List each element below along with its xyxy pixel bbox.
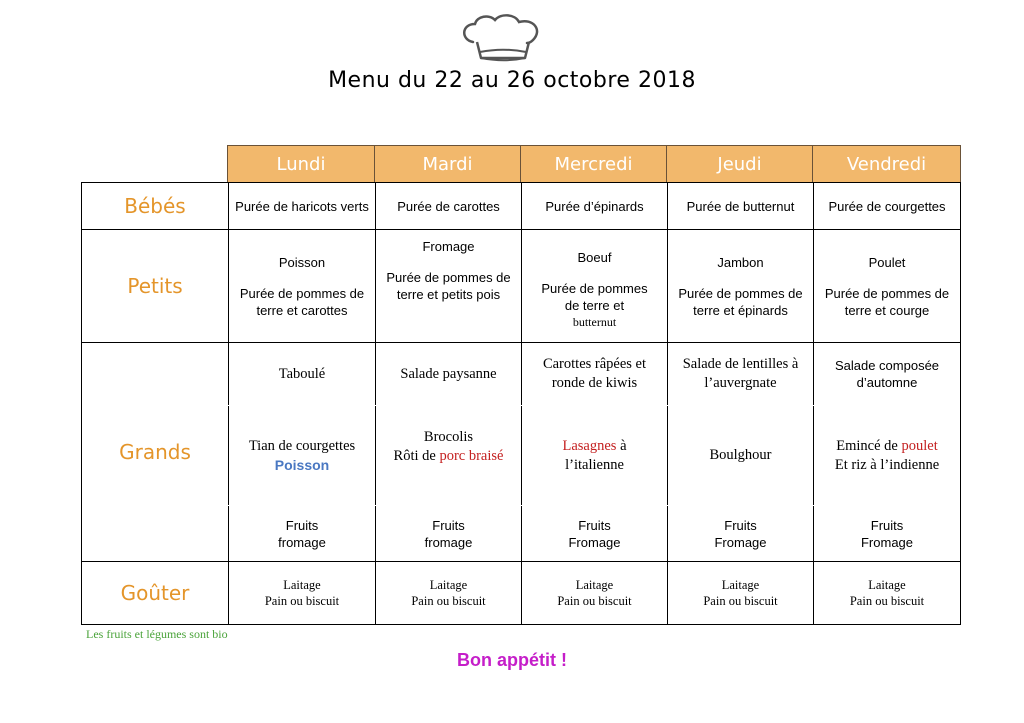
grands-entree-jeudi: Salade de lentilles à l’auvergnate (682, 356, 799, 391)
gouter-lundi (229, 562, 375, 624)
petits-mercredi (522, 230, 667, 342)
bebes-mercredi: Purée d’épinards (545, 198, 644, 214)
grands-dessert-mardi (376, 506, 521, 561)
petits-main: Fromage (422, 239, 475, 254)
dessert-line: fromage (424, 534, 473, 550)
grands-plat-mercredi (522, 406, 667, 505)
dessert-line: Fruits (870, 517, 904, 533)
gouter-line: Pain ou biscuit (557, 594, 632, 608)
grands-plat-jeudi (668, 406, 813, 505)
dessert-line: Fruits (285, 517, 319, 533)
day-header-lundi: Lundi (227, 145, 375, 183)
petits-main: Jambon (717, 254, 764, 270)
petits-side: Purée de pommes de terre et petits pois (386, 270, 511, 302)
plat-text: Emincé de (836, 437, 902, 454)
grands-dessert-lundi (229, 506, 375, 561)
petits-mardi (376, 230, 521, 342)
gouter-jeudi (668, 562, 813, 624)
petits-side-extra: butternut (572, 314, 617, 329)
plat-line-highlight: Poisson (274, 456, 330, 473)
plat-line: Tian de courgettes (248, 437, 356, 454)
bebes-jeudi: Purée de butternut (686, 198, 795, 214)
day-header-jeudi: Jeudi (666, 145, 813, 183)
dessert-line: Fromage (860, 534, 914, 550)
petits-vendredi (814, 230, 960, 342)
dessert-line: Fromage (714, 534, 767, 550)
dessert-line: Fruits (432, 517, 465, 533)
gouter-line: Laitage (868, 578, 906, 592)
petits-jeudi (668, 230, 813, 342)
closing-message: Bon appétit ! (457, 650, 567, 670)
petits-side: Purée de pommes de terre et (541, 280, 648, 313)
menu-table (81, 182, 961, 625)
dessert-line: fromage (278, 534, 326, 550)
row-label-bebes: Bébés (124, 194, 186, 218)
dessert-line: Fromage (568, 534, 621, 550)
grands-dessert-mercredi (522, 506, 667, 561)
bebes-mardi: Purée de carottes (397, 198, 500, 214)
grands-plat-lundi (229, 406, 375, 505)
grands-entree-mercredi: Carottes râpées et ronde de kiwis (542, 356, 647, 391)
petits-side: Purée de pommes de terre et épinards (678, 285, 803, 318)
day-header-mardi: Mardi (374, 145, 521, 183)
grands-plat-vendredi (814, 406, 960, 505)
gouter-line: Laitage (721, 578, 760, 592)
plat-text: Rôti de (393, 448, 440, 464)
plat-highlight: porc braisé (439, 448, 504, 464)
grands-entree-lundi: Taboulé (278, 365, 326, 382)
plat-line: Et riz à l’indienne (834, 456, 940, 473)
row-label-petits: Petits (127, 274, 183, 298)
gouter-line: Laitage (575, 578, 614, 592)
day-header-mercredi: Mercredi (520, 145, 667, 183)
plat-line: Boulghour (709, 447, 772, 463)
petits-main: Boeuf (577, 249, 612, 265)
plat-text: à (616, 437, 627, 454)
gouter-line: Pain ou biscuit (703, 594, 778, 608)
bebes-vendredi: Purée de courgettes (828, 198, 946, 214)
dessert-line: Fruits (724, 517, 757, 533)
petits-lundi (229, 230, 375, 342)
gouter-mardi (376, 562, 521, 624)
grands-dessert-jeudi (668, 506, 813, 561)
chef-hat-icon (459, 12, 543, 64)
petits-side: Purée de pommes de terre et courge (824, 285, 950, 318)
bebes-lundi: Purée de haricots verts (235, 198, 369, 214)
gouter-line: Pain ou biscuit (849, 594, 925, 608)
plat-highlight: Lasagnes (562, 437, 617, 454)
page-title: Menu du 22 au 26 octobre 2018 (328, 68, 696, 93)
petits-main: Poulet (868, 254, 906, 270)
gouter-line: Laitage (429, 578, 468, 592)
grands-entree-mardi: Salade paysanne (400, 365, 497, 382)
grands-plat-mardi (376, 406, 521, 505)
day-header-vendredi: Vendredi (812, 145, 961, 183)
petits-main: Poisson (278, 254, 326, 270)
gouter-vendredi (814, 562, 960, 624)
gouter-line: Pain ou biscuit (411, 594, 486, 608)
gouter-line: Laitage (283, 578, 321, 592)
plat-line: l’italienne (565, 456, 624, 473)
plat-highlight: poulet (901, 437, 938, 454)
organic-note: Les fruits et légumes sont bio (86, 627, 228, 641)
grands-dessert-vendredi (814, 506, 960, 561)
grands-entree-vendredi: Salade composée d’automne (834, 358, 940, 390)
row-label-gouter: Goûter (120, 581, 190, 605)
gouter-mercredi (522, 562, 667, 624)
petits-side: Purée de pommes de terre et carottes (239, 285, 365, 318)
dessert-line: Fruits (578, 517, 611, 533)
row-label-grands: Grands (119, 440, 191, 464)
gouter-line: Pain ou biscuit (264, 594, 340, 608)
plat-line: Brocolis (423, 429, 474, 445)
